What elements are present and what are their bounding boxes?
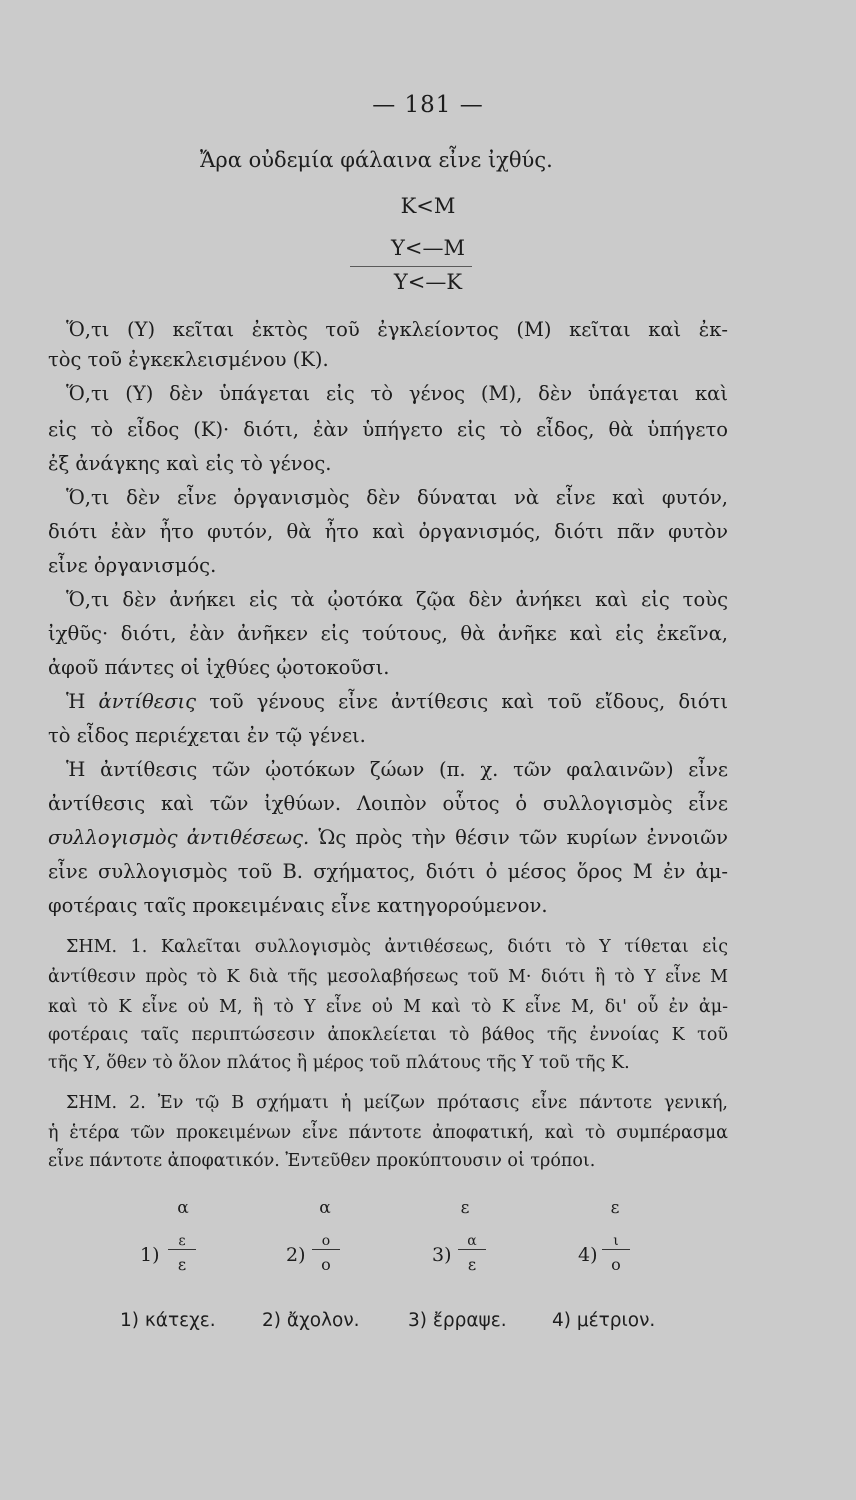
paragraph-line: Ἡ ἀντίθεσις τῶν ᾠοτόκων ζώων (π. χ. τῶν φαλαινῶν) εἶνε xyxy=(66,758,728,781)
text-span: τοῦ γένους εἶνε ἀντίθεσις καὶ τοῦ εἴδους, διότι xyxy=(209,690,728,713)
note-line: ΣΗΜ. 2. Ἐν τῷ Β σχήματι ἡ μείζων πρότασις εἶνε πάντοτε γενική, xyxy=(66,1093,728,1113)
mode-mnemonic: 1) κάτεχε. xyxy=(120,1310,216,1331)
paragraph-line: Ὅ,τι (Υ) δὲν ὑπάγεται εἰς τὸ γένος (Μ), δὲν ὑπάγεται καὶ xyxy=(66,382,728,405)
mode-fraction xyxy=(168,1233,196,1280)
mode-conclusion-quality: ο xyxy=(611,1255,621,1274)
mode-major-quality: α xyxy=(177,1198,189,1218)
syllogism-conclusion: Υ<—Κ xyxy=(393,270,463,294)
text-span: Ὡς πρὸς τὴν θέσιν τῶν κυρίων ἐννοιῶν xyxy=(318,826,728,849)
note-line: καὶ τὸ Κ εἶνε οὐ Μ, ἢ τὸ Υ εἶνε οὐ Μ καὶ τὸ Κ εἶνε Μ, δι' οὗ ἐν ἀμ- xyxy=(48,997,728,1017)
paragraph-line: ἀφοῦ πάντες οἱ ἰχθύες ᾠοτοκοῦσι. xyxy=(48,656,390,679)
note-line: τῆς Υ, ὅθεν τὸ ὅλον πλάτος ἢ μέρος τοῦ πλάτους τῆς Υ τοῦ τῆς Κ. xyxy=(48,1053,630,1073)
mode-conclusion-quality: ε xyxy=(177,1255,187,1274)
syllogism-divider xyxy=(350,266,472,267)
paragraph-line: ἐξ ἀνάγκης καὶ εἰς τὸ γένος. xyxy=(48,452,332,475)
mode-mnemonic: 4) μέτριον. xyxy=(552,1310,656,1331)
mode-conclusion-quality: ο xyxy=(321,1255,331,1274)
mode-number: 4) xyxy=(578,1244,598,1266)
mode-major-quality: ε xyxy=(610,1198,620,1218)
paragraph-line: φοτέραις ταῖς προκειμέναις εἶνε κατηγορούμενον. xyxy=(48,894,548,917)
mode-fraction xyxy=(602,1233,630,1280)
note-line: φοτέραις ταῖς περιπτώσεσιν ἀποκλείεται τὸ βάθος τῆς ἐννοίας Κ τοῦ xyxy=(48,1025,728,1045)
mode-mnemonic: 3) ἔρραψε. xyxy=(408,1310,507,1331)
mode-minor-quality: ε xyxy=(168,1233,196,1250)
paragraph-line: εἰς τὸ εἶδος (Κ)· διότι, ἐὰν ὑπήγετο εἰς τὸ εἶδος, θὰ ὑπήγετο xyxy=(48,418,728,441)
mode-major-quality: ε xyxy=(460,1198,470,1218)
note-line: εἶνε πάντοτε ἀποφατικόν. Ἐντεῦθεν προκύπτουσιν οἱ τρόποι. xyxy=(48,1151,596,1171)
text-span: Ἡ xyxy=(66,690,86,713)
paragraph-line: ἀντίθεσις καὶ τῶν ἰχθύων. Λοιπὸν οὗτος ὁ συλλογισμὸς εἶνε xyxy=(48,792,728,815)
paragraph-line: Ὅ,τι (Υ) κεῖται ἐκτὸς τοῦ ἐγκλείοντος (Μ) κεῖται καὶ ἐκ- xyxy=(66,318,728,341)
mode-minor-quality: ι xyxy=(602,1233,630,1250)
paragraph-line: ἰχθῦς· διότι, ἐὰν ἀνῆκεν εἰς τούτους, θὰ ἀνῆκε καὶ εἰς ἐκεῖνα, xyxy=(48,622,728,645)
paragraph-line: εἶνε ὀργανισμός. xyxy=(48,554,217,577)
mode-minor-quality: ο xyxy=(312,1233,340,1250)
syllogism-premise-2: Υ<—Μ xyxy=(391,236,465,260)
paragraph-line: Ὅ,τι δὲν εἶνε ὀργανισμὸς δὲν δύναται νὰ εἶνε καὶ φυτόν, xyxy=(66,486,728,509)
italic-term: συλλογισμὸς ἀντιθέσεως. xyxy=(48,826,310,849)
paragraph-line: τὸς τοῦ ἐγκεκλεισμένου (Κ). xyxy=(48,348,329,371)
mode-fraction xyxy=(458,1233,486,1280)
conclusion-line: Ἄρα οὐδεμία φάλαινα εἶνε ἰχθύς. xyxy=(200,148,553,172)
mode-mnemonic: 2) ἄχολον. xyxy=(262,1310,360,1331)
italic-term: ἀντίθεσις xyxy=(98,690,197,713)
mode-number: 1) xyxy=(140,1244,160,1266)
mode-number: 3) xyxy=(432,1244,452,1266)
mode-minor-quality: α xyxy=(458,1233,486,1250)
mode-major-quality: α xyxy=(319,1198,331,1218)
mode-conclusion-quality: ε xyxy=(467,1255,477,1274)
note-line: ἡ ἑτέρα τῶν προκειμένων εἶνε πάντοτε ἀποφατική, καὶ τὸ συμπέρασμα xyxy=(48,1123,728,1143)
syllogism-premise-1: Κ<Μ xyxy=(400,194,456,218)
page-number: — 181 — xyxy=(372,92,484,118)
paragraph-line: διότι ἐὰν ἦτο φυτόν, θὰ ἦτο καὶ ὀργανισμός, διότι πᾶν φυτὸν xyxy=(48,520,728,543)
mode-number: 2) xyxy=(286,1244,306,1266)
paragraph-line xyxy=(66,690,728,714)
paragraph-line: εἶνε συλλογισμὸς τοῦ Β. σχήματος, διότι ὁ μέσος ὅρος Μ ἐν ἀμ- xyxy=(48,860,728,883)
paragraph-line xyxy=(48,826,728,850)
paragraph-line: τὸ εἶδος περιέχεται ἐν τῷ γένει. xyxy=(48,724,366,747)
note-line: ΣΗΜ. 1. Καλεῖται συλλογισμὸς ἀντιθέσεως, διότι τὸ Υ τίθεται εἰς xyxy=(66,937,728,957)
mode-fraction xyxy=(312,1233,340,1280)
note-line: ἀντίθεσιν πρὸς τὸ Κ διὰ τῆς μεσολαβήσεως τοῦ Μ· διότι ἢ τὸ Υ εἶνε Μ xyxy=(48,967,728,987)
paragraph-line: Ὅ,τι δὲν ἀνήκει εἰς τὰ ᾠοτόκα ζῷα δὲν ἀνήκει καὶ εἰς τοὺς xyxy=(66,588,728,611)
